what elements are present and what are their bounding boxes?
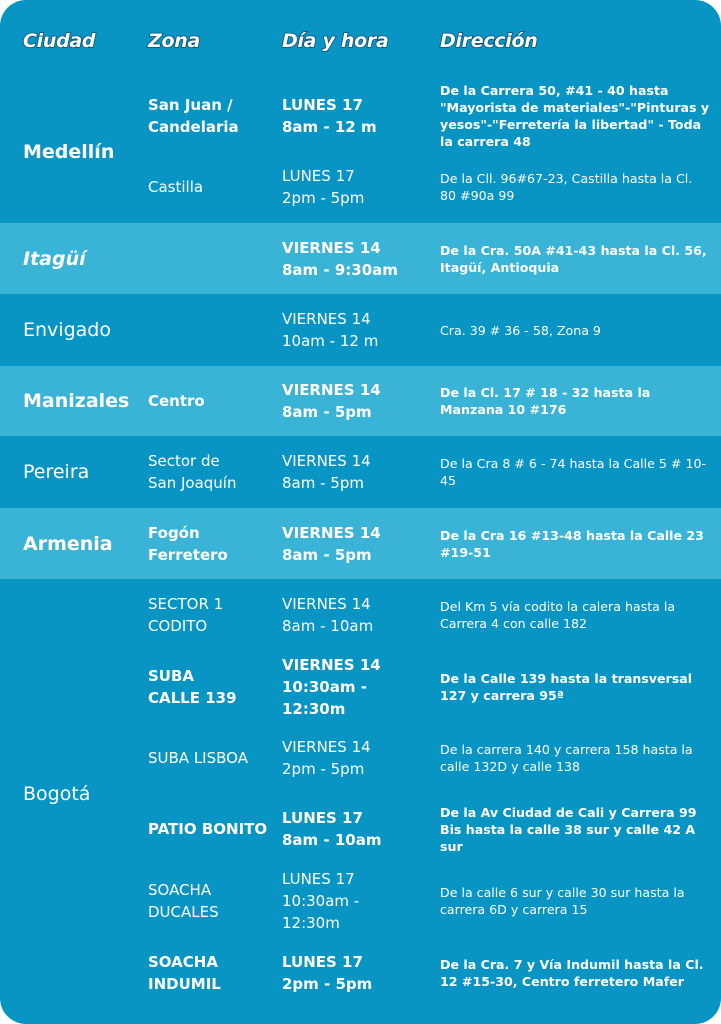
day-time-cell: VIERNES 14 10:30am - 12:30m: [282, 656, 381, 718]
day-time-cell: VIERNES 14 8am - 5pm: [282, 452, 371, 492]
header-day: Día y hora: [282, 30, 389, 52]
day-time-cell: VIERNES 14 8am - 9:30am: [282, 238, 398, 279]
day-time-cell: LUNES 17 2pm - 5pm: [282, 953, 373, 993]
city-manizales: Manizales: [23, 390, 130, 412]
zone-cell: SUBA CALLE 139: [148, 667, 237, 707]
header-address: Dirección: [440, 30, 538, 52]
address-cell: De la Cll. 96#67-23, Castilla hasta la Cl. 80 #90a 99: [440, 171, 693, 203]
city-envigado: Envigado: [23, 319, 111, 341]
day-time-cell: VIERNES 14 8am - 5pm: [282, 381, 381, 421]
address-cell: De la Cra 8 # 6 - 74 hasta la Calle 5 # 10-45: [440, 456, 707, 488]
zone-cell: SUBA LISBOA: [148, 749, 248, 767]
zone-cell: PATIO BONITO: [148, 820, 268, 838]
city-medellin: Medellín: [23, 141, 115, 163]
city-bogota: Bogotá: [23, 783, 91, 805]
zone-cell: Sector de San Joaquín: [148, 452, 237, 492]
day-time-cell: LUNES 17 8am - 12 m: [282, 96, 377, 136]
day-time-cell: LUNES 17 8am - 10am: [282, 809, 382, 849]
address-cell: De la Carrera 50, #41 - 40 hasta "Mayorista de materiales"-"Pinturas y yesos"-"Ferretería la libertad" - Toda la carrera 48: [440, 83, 710, 149]
zone-cell: Castilla: [148, 178, 204, 196]
header-zone: Zona: [148, 30, 200, 52]
address-cell: Del Km 5 vía codito la calera hasta la Carrera 4 con calle 182: [440, 599, 676, 631]
address-cell: De la Cra 16 #13-48 hasta la Calle 23 #19-51: [440, 527, 704, 560]
zone-cell: SOACHA DUCALES: [148, 881, 219, 921]
address-cell: De la Av Ciudad de Cali y Carrera 99 Bis hasta la calle 38 sur y calle 42 A sur: [440, 804, 697, 854]
city-pereira: Pereira: [23, 461, 90, 483]
zone-cell: San Juan / Candelaria: [148, 96, 239, 136]
day-time-cell: VIERNES 14 8am - 5pm: [282, 523, 381, 564]
address-cell: De la Cra. 7 y Vía Indumil hasta la Cl. 12 #15-30, Centro ferretero Mafer: [440, 957, 704, 989]
day-time-cell: LUNES 17 2pm - 5pm: [282, 167, 365, 207]
address-cell: De la calle 6 sur y calle 30 sur hasta la carrera 6D y carrera 15: [440, 885, 685, 917]
zone-cell: Centro: [148, 392, 205, 410]
address-cell: De la carrera 140 y carrera 158 hasta la calle 132D y calle 138: [440, 742, 693, 774]
zone-cell: Fogón Ferretero: [148, 523, 228, 564]
day-time-cell: LUNES 17 10:30am - 12:30m: [282, 870, 360, 932]
day-time-cell: VIERNES 14 10am - 12 m: [282, 310, 379, 350]
header-city: Ciudad: [23, 30, 96, 52]
address-cell: De la Cl. 17 # 18 - 32 hasta la Manzana 10 #176: [440, 385, 651, 417]
zone-cell: SECTOR 1 CODITO: [148, 595, 224, 635]
zone-cell: SOACHA INDUMIL: [148, 953, 221, 993]
city-armenia: Armenia: [23, 532, 113, 555]
day-time-cell: VIERNES 14 8am - 10am: [282, 595, 374, 635]
address-cell: De la Calle 139 hasta la transversal 127 y carrera 95ª: [440, 671, 693, 703]
address-cell: De la Cra. 50A #41-43 hasta la Cl. 56, Itagüí, Antioquia: [440, 242, 707, 275]
address-cell: Cra. 39 # 36 - 58, Zona 9: [440, 322, 601, 338]
city-itagui: Itagüí: [23, 247, 86, 270]
day-time-cell: VIERNES 14 2pm - 5pm: [282, 738, 371, 778]
